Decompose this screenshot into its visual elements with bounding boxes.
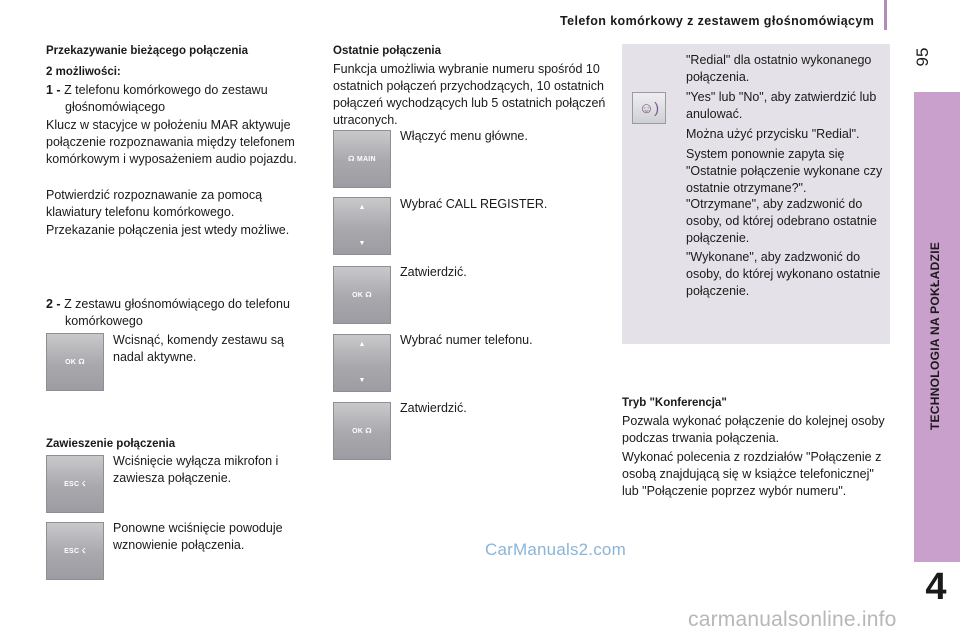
paragraph-mar: Klucz w stacyjce w położeniu MAR aktywuje połączenie rozpoznawania między telefonem komórkowym i wyposażeniem audio pojazdu.: [46, 118, 297, 166]
step-main-menu: Włączyć menu główne.: [400, 129, 528, 143]
header-divider: [884, 0, 887, 30]
watermark-carmanualsonline: carmanualsonline.info: [688, 608, 897, 631]
up-down-button[interactable]: [333, 197, 391, 255]
voice-command-icon: ☺): [632, 92, 666, 124]
section-heading-conference: Tryb "Konferencja": [622, 397, 727, 409]
paragraph-confirm: Potwierdzić rozpoznawanie za pomocą klawiatury telefonu komórkowego.: [46, 188, 263, 219]
step-confirm-1: Zatwierdzić.: [400, 265, 467, 279]
arrow-up-icon: ▲: [358, 204, 366, 211]
option-1: 1 - Z telefonu komórkowego do zestawu głośnomówiącego: [46, 83, 268, 114]
section-heading-suspend: Zawieszenie połączenia: [46, 438, 176, 450]
main-button[interactable]: ☊ MAIN: [333, 130, 391, 188]
step-resume: Ponowne wciśnięcie powoduje wznowienie połączenia.: [113, 521, 283, 552]
ok-button[interactable]: OK ☊: [46, 333, 104, 391]
section-heading-recent: Ostatnie połączenia: [333, 45, 442, 57]
panel-text-4: System ponownie zapyta się "Ostatnie połączenie wykonane czy ostatnie otrzymane?".: [686, 147, 883, 195]
panel-text-2: "Yes" lub "No", aby zatwierdzić lub anulować.: [686, 90, 877, 121]
arrow-up-icon: ▲: [358, 341, 366, 348]
panel-text-1: "Redial" dla ostatnio wykonanego połączenia.: [686, 53, 872, 84]
chapter-side-label: TECHNOLOGIA NA POKŁADZIE: [928, 241, 942, 431]
recent-intro: Funkcja umożliwia wybranie numeru spośród 10 ostatnich połączeń przychodzących, 10 ostatnich połączeń wychodzących lub 5 ostatnich połączeń utraconych.: [333, 62, 606, 127]
ok-button-confirm-2[interactable]: OK ☊: [333, 402, 391, 460]
up-down-button-number[interactable]: [333, 334, 391, 392]
step-select-number: Wybrać numer telefonu.: [400, 333, 533, 347]
esc-button-resume[interactable]: ESC ☇: [46, 522, 104, 580]
watermark-carmanuals2: CarManuals2.com: [485, 540, 626, 559]
arrow-down-icon: ▼: [358, 377, 366, 384]
section-heading-transfer: Przekazywanie bieżącego połączenia: [46, 45, 248, 57]
ok-button-confirm-1[interactable]: OK ☊: [333, 266, 391, 324]
conference-text-1: Pozwala wykonać połączenie do kolejnej osoby podczas trwania połączenia.: [622, 414, 885, 445]
option-2: 2 - Z zestawu głośnomówiącego do telefonu komórkowego: [46, 297, 290, 328]
paragraph-possible: Przekazanie połączenia jest wtedy możliwe.: [46, 223, 290, 237]
step-confirm-2: Zatwierdzić.: [400, 401, 467, 415]
panel-text-6: "Wykonane", aby zadzwonić do osoby, do której wykonano ostatnie połączenie.: [686, 250, 881, 298]
chapter-number: 4: [912, 562, 960, 612]
step-call-register: Wybrać CALL REGISTER.: [400, 197, 548, 211]
conference-text-2: Wykonać polecenia z rozdziałów "Połączenie z osobą znajdującą się w książce telefonicznej" lub "Połączenie poprzez wybór numeru".: [622, 450, 882, 498]
page-header-title: Telefon komórkowy z zestawem głośnomówiącym: [560, 14, 875, 28]
step-suspend: Wciśnięcie wyłącza mikrofon i zawiesza połączenie.: [113, 454, 279, 485]
panel-text-3: Można użyć przycisku "Redial".: [686, 127, 860, 141]
arrow-down-icon: ▼: [358, 240, 366, 247]
options-title: 2 możliwości:: [46, 66, 121, 78]
step-ok-transfer: Wcisnąć, komendy zestawu są nadal aktywne.: [113, 333, 284, 364]
page-number: 95: [913, 47, 932, 67]
esc-button[interactable]: ESC ☇: [46, 455, 104, 513]
panel-text-5: "Otrzymane", aby zadzwonić do osoby, od której odebrano ostatnie połączenie.: [686, 197, 877, 245]
